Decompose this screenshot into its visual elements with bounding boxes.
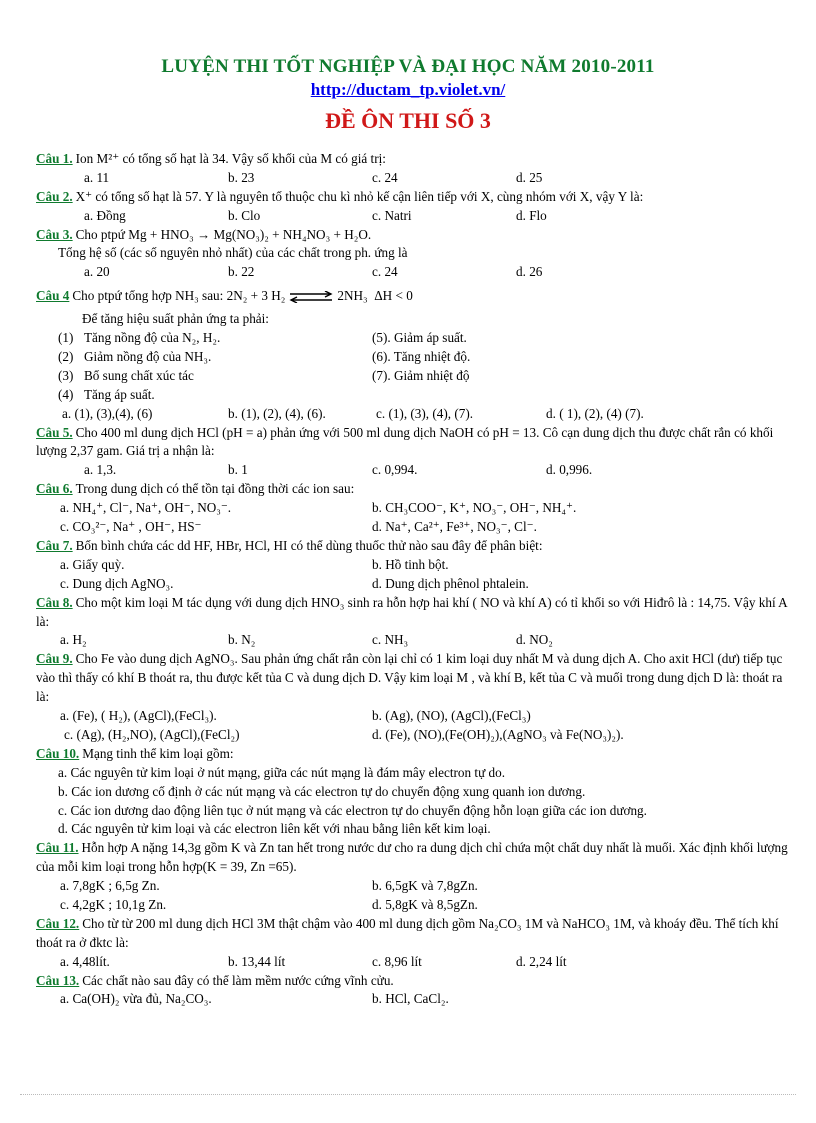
question-label: Câu 10. — [36, 745, 80, 761]
option-b: b. 13,44 lít — [228, 953, 286, 969]
option-d: d. Na⁺, Ca²⁺, Fe³⁺, NO₃⁻, Cl⁻. — [372, 519, 537, 535]
question-text: X⁺ có tổng số hạt là 57. Y là nguyên tố thuộc chu kì nhỏ kế cận liên tiếp với X, cùng nhóm với X, vậy Y là: — [75, 188, 644, 204]
option-c: c. NH₃ — [372, 632, 409, 648]
question-text: Cho 400 ml dung dịch HCl (pH = a) phản ứng với 500 ml dung dịch NaOH có pH = 13. Cô cạn dung dịch thu được chất rắn có khối lượng 2,37 gam. Giá trị a nhận là: — [36, 424, 774, 459]
answer-row — [36, 631, 788, 650]
condition-row — [36, 367, 788, 386]
question-label: Câu 6. — [36, 481, 73, 497]
option-c: c. 0,994. — [372, 462, 418, 478]
answer-row — [36, 726, 788, 745]
answer-row — [36, 990, 788, 1009]
question-text: Mạng tinh thể kim loại gồm: — [82, 745, 234, 761]
question-11 — [36, 839, 788, 877]
option-b: b. 22 — [228, 264, 255, 280]
option-b: b. (Ag), (NO), (AgCl),(FeCl₃) — [372, 708, 531, 724]
question-label: Câu 11. — [36, 840, 79, 856]
question-text: Bốn bình chứa các dd HF, HBr, HCl, HI có thể dùng thuốc thử nào sau đây để phân biệt: — [75, 537, 543, 553]
answer-row — [36, 575, 788, 594]
option-c: c. Natri — [372, 207, 412, 223]
page-footer-divider — [20, 1094, 796, 1095]
question-13 — [36, 972, 788, 991]
option-d: d. (Fe), (NO),(Fe(OH)₂),(AgNO₃ và Fe(NO₃)₂). — [372, 726, 624, 742]
question-label: Câu 12. — [36, 915, 80, 931]
question-12 — [36, 915, 788, 953]
option-b: b. 6,5gK và 7,8gZn. — [372, 878, 478, 894]
option-b: b. 1 — [228, 462, 248, 478]
option-b: b. Các ion dương cố định ở các nút mạng và các electron tự do chuyển động xung quanh ion dương. — [58, 783, 586, 799]
condition-3: Bổ sung chất xúc tác — [84, 367, 194, 383]
option-a: a. NH₄⁺, Cl⁻, Na⁺, OH⁻, NO₃⁻. — [60, 500, 232, 516]
answer-row — [36, 207, 788, 226]
condition-number: (1) — [58, 330, 74, 346]
option-a: a. Các nguyên tử kim loại ở nút mạng, giữa các nút mạng là đám mây electron tự do. — [58, 764, 505, 780]
option-c: c. 4,2gK ; 10,1g Zn. — [60, 896, 167, 912]
question-label: Câu 13. — [36, 972, 80, 988]
question-label: Câu 9. — [36, 651, 73, 667]
option-b: b. Clo — [228, 207, 261, 223]
question-label: Câu 1. — [36, 151, 73, 166]
website-link[interactable]: http://ductam_tp.violet.vn/ — [310, 80, 506, 99]
question-text: Cho từ từ 200 ml dung dịch HCl 3M thật chậm vào 400 ml dung dịch gồm Na₂CO₃ 1M và NaHCO₃ 1M, và khoáy đều. Thể tích khí thoát ra ở đktc là: — [36, 915, 779, 950]
question-10 — [36, 745, 788, 764]
question-label: Câu 3. — [36, 226, 73, 242]
option-d: d. ( 1), (2), (4) (7). — [546, 405, 644, 421]
question-text: Ion M²⁺ có tổng số hạt là 34. Vậy số khối của M có giá trị: — [75, 151, 386, 166]
question-1 — [36, 150, 788, 169]
answer-row — [36, 461, 788, 480]
answer-row — [36, 499, 788, 518]
question-2 — [36, 188, 788, 207]
option-a: a. Giấy quỳ. — [60, 556, 125, 572]
condition-number: (3) — [58, 367, 74, 383]
condition-number: (2) — [58, 349, 74, 365]
condition-4: Tăng áp suất. — [84, 386, 155, 402]
answer-row — [36, 518, 788, 537]
option-c: c. Các ion dương dao động liên tục ở nút mạng và các electron tự do chuyển động hỗn loạn giữa các ion dương. — [58, 802, 647, 818]
question-9 — [36, 650, 788, 707]
question-intro: Để tăng hiệu suất phản ứng ta phải: — [82, 311, 269, 327]
option-d: d. 25 — [516, 169, 543, 185]
option-d: d. 26 — [516, 264, 543, 280]
condition-number: (4) — [58, 386, 74, 402]
option-d: d. Các nguyên tử kim loại và các electron liên kết với nhau bằng liên kết kim loại. — [58, 821, 491, 837]
answer-row — [36, 953, 788, 972]
option-c: c. (1), (3), (4), (7). — [376, 405, 474, 421]
option-c: c. 24 — [372, 264, 398, 280]
question-4 — [36, 282, 788, 310]
option-a: a. 11 — [84, 169, 110, 185]
condition-row — [36, 348, 788, 367]
question-text: Trong dung dịch có thể tồn tại đồng thời các ion sau: — [75, 481, 355, 497]
option-b: b. HCl, CaCl₂. — [372, 991, 449, 1007]
condition-row — [36, 386, 788, 405]
equilibrium-arrow-icon — [289, 291, 333, 303]
question-text: Cho Fe vào dung dịch AgNO₃. Sau phản ứng chất rắn còn lại chỉ có 1 kim loại duy nhất M và dung dịch A. Cho axit HCl (dư) tiếp tục vào thì thấy có khí B thoát ra, thu được kết tủa C và dung dịch D. Vậy kim loại M , và khí B, kết tủa C và muối trong dung dịch D là: thoát ra là: — [36, 651, 783, 705]
option-a: a. H₂ — [60, 632, 87, 648]
option-c: c. 8,96 lít — [372, 953, 422, 969]
option-a: a. Ca(OH)₂ vừa đủ, Na₂CO₃. — [60, 991, 212, 1007]
question-label: Câu 2. — [36, 188, 73, 204]
condition-row — [36, 329, 788, 348]
answer-row — [36, 877, 788, 896]
answer-row — [36, 263, 788, 282]
option-d: d. Dung dịch phênol phtalein. — [372, 575, 529, 591]
answer-row — [36, 707, 788, 726]
option-a: a. (1), (3),(4), (6) — [62, 405, 153, 421]
question-5 — [36, 424, 788, 462]
option-a: a. (Fe), ( H₂), (AgCl),(FeCl₃). — [60, 708, 217, 724]
question-text: Các chất nào sau đây có thể làm mềm nước cứng vĩnh cửu. — [82, 972, 394, 988]
condition-7: (7). Giảm nhiệt độ — [372, 367, 470, 383]
condition-5: (5). Giảm áp suất. — [372, 330, 467, 346]
option-b: b. Hồ tinh bột. — [372, 556, 449, 572]
question-6 — [36, 480, 788, 499]
option-a: a. 4,48lít. — [60, 953, 110, 969]
question-text: Cho ptpứ tổng hợp NH₃ sau: 2N₂ + 3 H₂ — [72, 288, 286, 304]
question-label: Câu 8. — [36, 594, 73, 610]
exam-series-title: LUYỆN THI TỐT NGHIỆP VÀ ĐẠI HỌC NĂM 2010-2011 — [161, 56, 655, 77]
option-a: a. 20 — [84, 264, 110, 280]
question-8 — [36, 594, 788, 632]
question-text: Hỗn hợp A nặng 14,3g gồm K và Zn tan hết trong nước dư cho ra dung dịch chỉ chứa một chất duy nhất là muối. Xác định khối lượng của mỗi kim loại trong hỗn hợp(K = 39, Zn =65). — [36, 840, 788, 875]
exam-content — [36, 150, 788, 1009]
option-a: a. 1,3. — [84, 462, 117, 478]
website-url — [0, 80, 816, 100]
option-d: d. NO₂ — [516, 632, 553, 648]
question-text: Cho một kim loại M tác dụng với dung dịch HNO₃ sinh ra hỗn hợp hai khí ( NO và khí A) có tỉ khối so với Hiđrô là : 14,75. Vậy khí A là: — [36, 594, 787, 629]
answer-row — [36, 169, 788, 188]
answer-row — [36, 556, 788, 575]
question-7 — [36, 537, 788, 556]
option-d: d. 0,996. — [546, 462, 593, 478]
option-a: a. 7,8gK ; 6,5g Zn. — [60, 878, 160, 894]
option-b: b. CH₃COO⁻, K⁺, NO₃⁻, OH⁻, NH₄⁺. — [372, 500, 577, 516]
option-c: c. CO₃²⁻, Na⁺ , OH⁻, HS⁻ — [60, 519, 202, 535]
option-c: c. Dung dịch AgNO₃. — [60, 575, 174, 591]
option-b: b. 23 — [228, 169, 255, 185]
condition-1: Tăng nồng độ của N₂, H₂. — [84, 330, 221, 346]
option-b: b. N₂ — [228, 632, 256, 648]
question-label: Câu 7. — [36, 537, 73, 553]
option-d: d. 2,24 lít — [516, 953, 567, 969]
question-label: Câu 4 — [36, 288, 70, 304]
reaction-product: 2NH₃ — [337, 288, 368, 304]
option-b: b. (1), (2), (4), (6). — [228, 405, 326, 421]
question-label: Câu 5. — [36, 424, 73, 440]
enthalpy: ΔH < 0 — [374, 288, 413, 304]
answer-row — [36, 405, 788, 424]
option-d: d. 5,8gK và 8,5gZn. — [372, 896, 478, 912]
condition-2: Giảm nồng độ của NH₃. — [84, 349, 212, 365]
option-c: c. 24 — [372, 169, 398, 185]
option-c: c. (Ag), (H₂,NO), (AgCl),(FeCl₂) — [64, 726, 240, 742]
condition-6: (6). Tăng nhiệt độ. — [372, 349, 471, 365]
option-d: d. Flo — [516, 207, 547, 223]
answer-row — [36, 896, 788, 915]
question-text: Cho ptpứ Mg + HNO₃ → Mg(NO₃)₂ + NH₄NO₃ + H₂O. — [75, 226, 372, 242]
question-3 — [36, 226, 788, 245]
exam-title: ĐỀ ÔN THI SỐ 3 — [325, 108, 491, 133]
option-a: a. Đồng — [84, 207, 126, 223]
question-text-continued: Tổng hệ số (các số nguyên nhỏ nhất) của các chất trong ph. ứng là — [58, 245, 408, 261]
